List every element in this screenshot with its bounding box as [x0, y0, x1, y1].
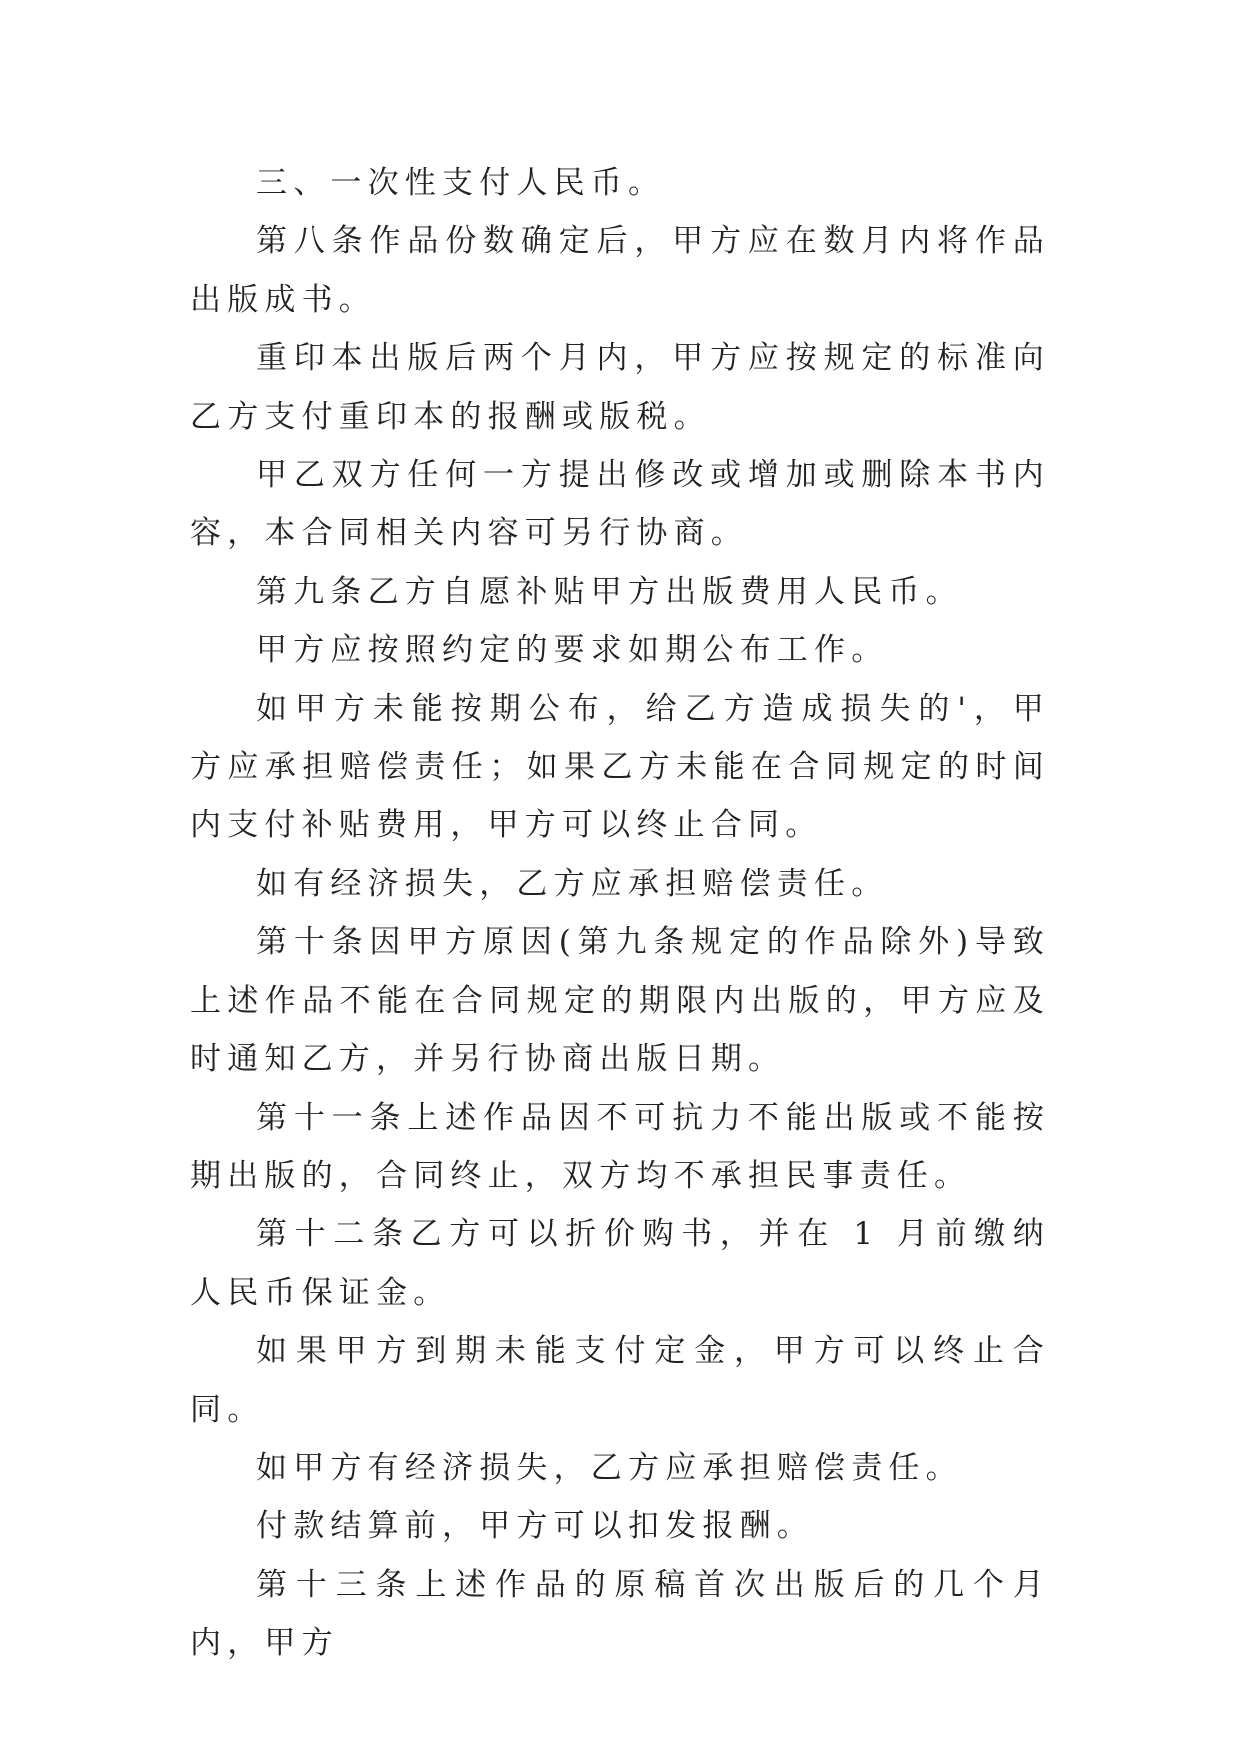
paragraph-settlement: 付款结算前，甲方可以扣发报酬。 [256, 1508, 814, 1545]
paragraph-revision: 甲乙双方任何一方提出修改或增加或删除本书内容，本合同相关内容可另行协商。 [190, 457, 1050, 552]
paragraph-article-12: 第十二条乙方可以折价购书，并在 1 月前缴纳人民币保证金。 [190, 1216, 1050, 1311]
paragraph-compensation: 如甲方有经济损失，乙方应承担赔偿责任。 [256, 1449, 963, 1486]
paragraph-article-13: 第十三条上述作品的原稿首次出版后的几个月内，甲方 [190, 1566, 1050, 1662]
paragraph-liability: 如甲方未能按期公布，给乙方造成损失的'，甲方应承担赔偿责任；如果乙方未能在合同规定的时间内支付补贴费用，甲方可以终止合同。 [190, 690, 1050, 844]
paragraph-economic-loss: 如有经济损失，乙方应承担赔偿责任。 [256, 865, 889, 902]
document-body [190, 154, 1050, 1673]
paragraph-article-9: 第九条乙方自愿补贴甲方出版费用人民币。 [256, 573, 963, 610]
paragraph-reprint: 重印本出版后两个月内，甲方应按规定的标准向乙方支付重印本的报酬或版税。 [190, 340, 1050, 435]
paragraph-publish-on-time: 甲方应按照约定的要求如期公布工作。 [256, 632, 889, 669]
paragraph-article-11: 第十一条上述作品因不可抗力不能出版或不能按期出版的，合同终止，双方均不承担民事责任。 [190, 1099, 1050, 1194]
paragraph-deposit: 如果甲方到期未能支付定金，甲方可以终止合同。 [190, 1333, 1050, 1428]
paragraph-article-10: 第十条因甲方原因(第九条规定的作品除外)导致上述作品不能在合同规定的期限内出版的，甲方应及时通知乙方，并另行协商出版日期。 [190, 924, 1050, 1078]
paragraph-article-8: 第八条作品份数确定后，甲方应在数月内将作品出版成书。 [190, 223, 1050, 318]
paragraph-payment: 三、一次性支付人民币。 [256, 165, 666, 201]
